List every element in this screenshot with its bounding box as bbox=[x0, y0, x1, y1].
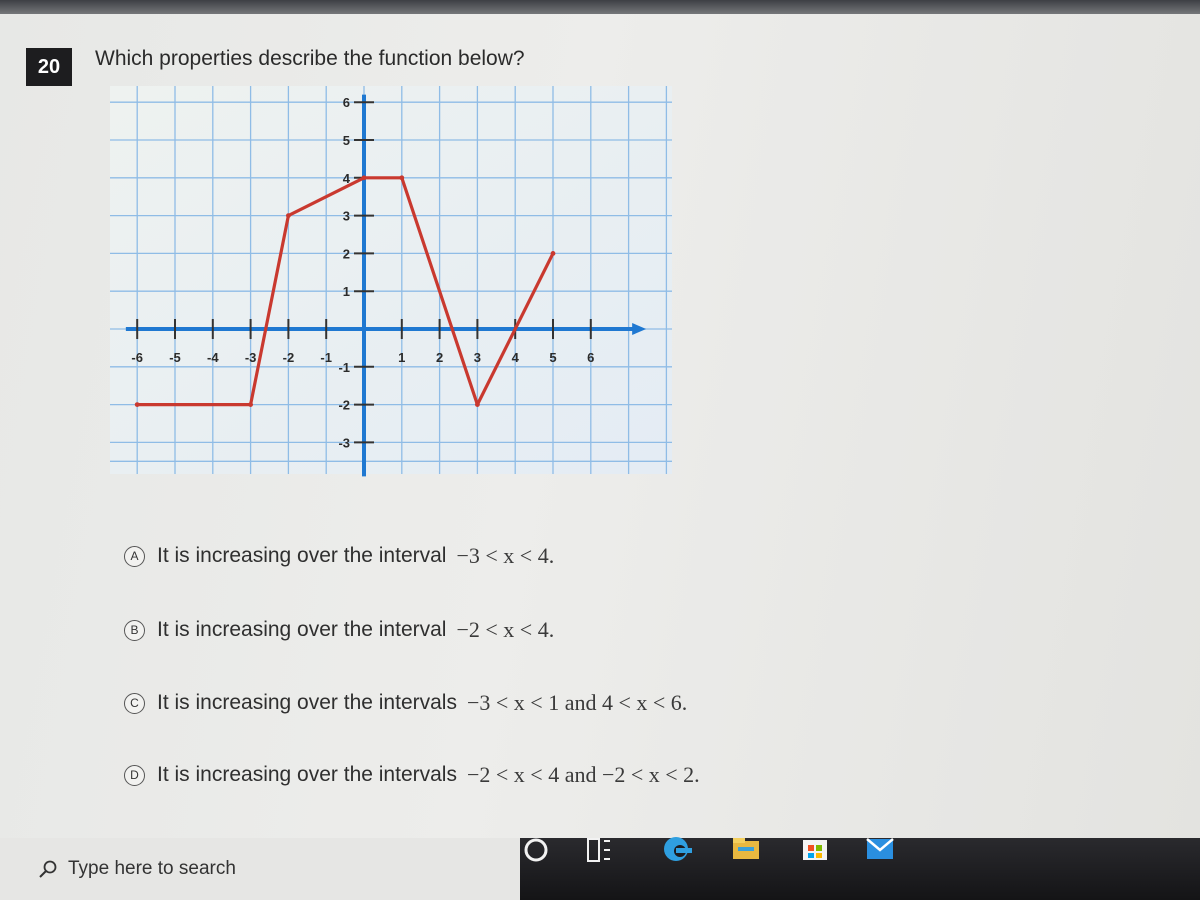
edge-icon[interactable] bbox=[656, 828, 696, 868]
search-placeholder: Type here to search bbox=[68, 858, 236, 879]
option-a[interactable] bbox=[124, 543, 554, 569]
option-d[interactable] bbox=[124, 762, 700, 788]
function-vertex bbox=[248, 402, 253, 407]
x-tick-label: -3 bbox=[244, 350, 257, 365]
option-c-text: It is increasing over the intervals bbox=[157, 691, 457, 714]
task-view-icon[interactable] bbox=[578, 830, 618, 870]
option-d-letter: D bbox=[124, 765, 145, 786]
function-vertex bbox=[135, 402, 140, 407]
option-b-letter: B bbox=[124, 620, 145, 641]
y-tick-label: -2 bbox=[338, 397, 350, 413]
option-d-text: It is increasing over the intervals bbox=[157, 763, 457, 786]
y-tick-label: -1 bbox=[338, 359, 350, 375]
file-explorer-icon[interactable] bbox=[726, 828, 766, 868]
y-tick-label: 4 bbox=[342, 170, 350, 186]
y-tick-label: 3 bbox=[342, 208, 350, 224]
x-tick-label: -1 bbox=[320, 350, 332, 365]
x-tick-label: -4 bbox=[207, 350, 219, 365]
question-number: 20 bbox=[26, 48, 72, 86]
mail-icon[interactable] bbox=[860, 828, 900, 868]
x-tick-label: -6 bbox=[131, 350, 143, 365]
x-tick-label: 3 bbox=[473, 350, 482, 365]
y-tick-label: 1 bbox=[342, 284, 350, 300]
x-tick-label: -2 bbox=[282, 350, 295, 365]
x-tick-label: -5 bbox=[169, 350, 181, 365]
cortana-icon[interactable] bbox=[516, 830, 556, 870]
taskbar-search-box[interactable] bbox=[0, 838, 520, 900]
option-b[interactable] bbox=[124, 617, 554, 643]
x-tick-label: 6 bbox=[587, 350, 595, 365]
option-c-letter: C bbox=[124, 693, 145, 714]
search-icon bbox=[38, 859, 58, 879]
option-d-math: −2 < x < 4 and −2 < x < 2. bbox=[466, 762, 700, 787]
graph-background bbox=[110, 86, 672, 474]
option-a-text: It is increasing over the interval bbox=[157, 544, 447, 567]
store-icon[interactable] bbox=[795, 828, 835, 868]
y-tick-label: -3 bbox=[338, 435, 350, 451]
function-vertex bbox=[399, 175, 404, 180]
x-tick-label: 1 bbox=[398, 350, 406, 365]
option-c-math: −3 < x < 1 and 4 < x < 6. bbox=[466, 690, 688, 715]
x-tick-label: 2 bbox=[435, 350, 444, 365]
y-tick-label: 6 bbox=[342, 95, 350, 111]
function-vertex bbox=[551, 251, 556, 256]
function-vertex bbox=[362, 175, 367, 180]
option-b-math: −2 < x < 4. bbox=[456, 617, 555, 642]
option-c[interactable] bbox=[124, 690, 687, 716]
option-b-text: It is increasing over the interval bbox=[157, 618, 447, 641]
y-tick-label: 5 bbox=[342, 133, 350, 148]
function-vertex bbox=[286, 213, 291, 218]
option-a-letter: A bbox=[124, 546, 145, 567]
x-tick-label: 4 bbox=[511, 350, 519, 365]
question-prompt: Which properties describe the function below? bbox=[95, 47, 525, 70]
x-tick-label: 5 bbox=[549, 350, 557, 365]
y-tick-label: 2 bbox=[342, 246, 350, 262]
function-vertex bbox=[475, 402, 480, 407]
option-a-math: −3 < x < 4. bbox=[456, 543, 555, 568]
